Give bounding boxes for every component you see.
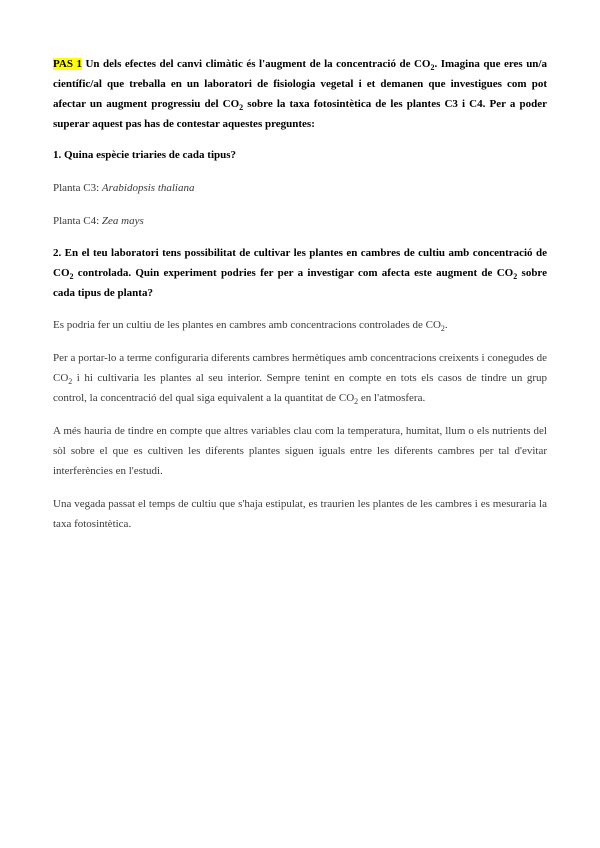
question-2-part-a: 2. En el teu laboratori tens possibilitat de cultivar les plantes en cambres de cultiu amb concentració de CO — [53, 247, 547, 279]
pas1-paragraph — [53, 54, 547, 134]
question-2-part-c: sobre cada tipus de planta? — [53, 267, 547, 299]
question-2 — [53, 243, 547, 303]
question-1: 1. Quina espècie triaries de cada tipus? — [53, 149, 237, 161]
plant-c4-label: Planta C4: — [53, 215, 102, 227]
answer-paragraph-3: A més hauria de tindre en compte que altres variables clau com la temperatura, humitat, llum o els nutrients del sòl sobre el que es cultiven les diferents plantes siguen iguals entre les diferents cambres per tal d'evitar interferències en l'estudi. — [53, 425, 547, 477]
question-2-part-b: controlada. Quin experiment podries fer per a investigar com afecta este augment de CO — [73, 267, 514, 279]
plant-c3-species: Arabidopsis thaliana — [101, 182, 195, 194]
plant-c4-line — [53, 211, 547, 231]
question-2-co2-subscript-2: 2 — [513, 272, 518, 282]
answer-2-part-a: Per a portar-lo a terme configuraria diferents cambres hermètiques amb concentracions creixents i conegudes de CO — [53, 352, 547, 384]
answer-1-part-a: Es podria fer un cultiu de les plantes en cambres amb concentracions controlades de CO — [53, 319, 441, 331]
answer-2-part-c: en l'atmosfera. — [358, 392, 426, 404]
pas1-label: PAS 1 — [53, 58, 82, 70]
answer-paragraph-1 — [53, 315, 547, 335]
answer-2-co2-subscript-2: 2 — [354, 397, 359, 407]
pas1-intro-b: . Imagina que eres un/a científic/al que treballa en un laboratori de fisiologia vegetal i et demanen que investigues com pot afectar un augment progressiu del CO — [53, 58, 547, 110]
pas1-co2-subscript: 2 — [430, 63, 435, 73]
document-content — [53, 54, 547, 534]
answer-2-co2-subscript: 2 — [68, 377, 73, 387]
answer-1-co2-subscript: 2 — [440, 324, 445, 334]
answer-paragraph-4: Una vegada passat el temps de cultiu que s'haja estipulat, es traurien les plantes de les cambres i es mesuraria la taxa fotosintètica. — [53, 498, 547, 530]
answer-2-part-b: i hi cultivaria les plantes al seu interior. Sempre tenint en compte en tots els casos de tindre un grup control, la concentració del qual siga equivalent a la quantitat de CO — [53, 372, 547, 404]
plant-c3-line — [53, 178, 547, 198]
pas1-intro-c: sobre la taxa fotosintètica de les plantes C3 i C4. Per a poder superar aquest pas has de contestar aquestes preguntes: — [53, 98, 547, 130]
pas1-intro-a: Un dels efectes del canvi climàtic és l'augment de la concentració de CO — [81, 58, 431, 70]
answer-paragraph-2 — [53, 348, 547, 408]
plant-c3-label: Planta C3: — [53, 182, 102, 194]
answer-1-part-b: . — [444, 319, 448, 331]
plant-c4-species: Zea mays — [101, 215, 144, 227]
question-2-co2-subscript: 2 — [69, 272, 74, 282]
pas1-co2-subscript-2: 2 — [239, 103, 244, 113]
